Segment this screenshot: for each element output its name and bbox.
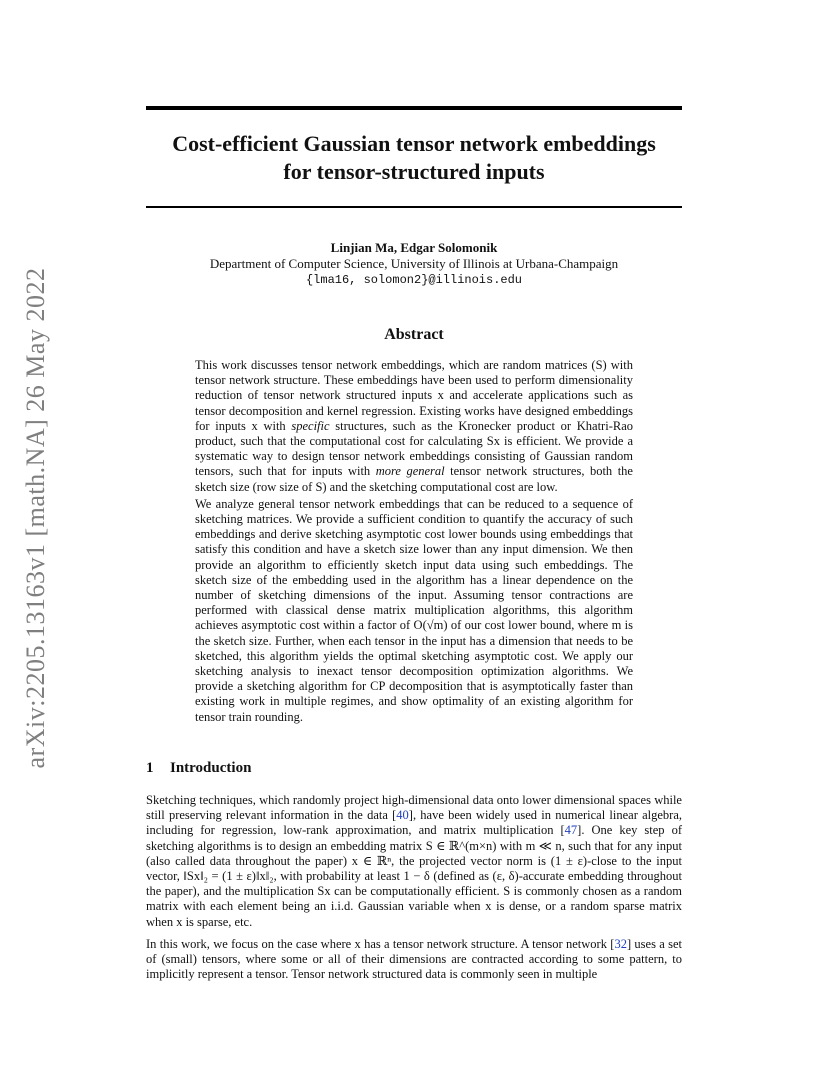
abstract-heading: Abstract (384, 326, 444, 343)
author-names: Linjian Ma, Edgar Solomonik (330, 240, 498, 255)
abstract-paragraph-2: We analyze general tensor network embeddings that can be reduced to a sequence of sketching matrices. We provide a sufficient condition to quantify the accuracy of such embeddings and derive sketching asymptotic cost lower bounds using embeddings that satisfy this condition and have a sketch size lower than any input dimension. We then provide an algorithm to efficiently sketch input data using such embeddings. The sketch size of the embedding used in the algorithm has a linear dependence on the number of sketching dimensions of the input. Assuming tensor contractions are performed with classical dense matrix multiplication algorithms, this algorithm achieves asymptotic cost within a factor of O(√m) of our cost lower bound, where m is the sketch size. Further, when each tensor in the input has a dimension that needs to be sketched, this algorithm yields the optimal sketching asymptotic cost. We apply our sketching analysis to inexact tensor decomposition optimization algorithms. We provide a sketching algorithm for CP decomposition that is asymptotically faster than existing work in multiple regimes, and show optimality of an existing algorithm for tensor train rounding. (195, 496, 633, 724)
paper-title (146, 130, 682, 186)
title-bottom-rule (146, 206, 682, 208)
citation-link[interactable]: 47 (564, 823, 578, 838)
arxiv-identifier: arXiv:2205.13163v1 [math.NA] 26 May 2022 (21, 267, 50, 769)
intro-paragraph-2: In this work, we focus on the case where x has a tensor network structure. A tensor network [32] uses a set of (small) tensors, where some or all of their dimensions are contracted according to some pattern, to implicitly represent a tensor. Tensor network structured data is commonly seen in multiple (146, 936, 683, 982)
introduction-body (146, 793, 682, 989)
section-title: Introduction (170, 760, 252, 776)
abstract-body (195, 358, 633, 727)
author-affiliation: Department of Computer Science, University of Illinois at Urbana-Champaign (209, 256, 619, 271)
intro-paragraph-1: Sketching techniques, which randomly project high-dimensional data onto lower dimensional spaces while still preserving relevant information in the data [40], have been widely used in numerical linear algebra, including for regression, low-rank approximation, and matrix multiplication [47]. One key step of sketching algorithms is to design an embedding matrix S ∈ ℝ^(m×n) with m ≪ n, such that for any input (also called data throughout the paper) x ∈ ℝⁿ, the projected vector norm is (1 ± ε)-close to the input vector, ‖Sx‖₂ = (1 ± ε)‖x‖₂, with probability at least 1 − δ (defined as (ε, δ)-accurate embedding throughout the paper), and the multiplication Sx can be computationally efficient. S is commonly chosen as a random matrix with each element being an i.i.d. Gaussian variable when x is dense, or a random sparse matrix when x is sparse, etc. (146, 793, 682, 929)
author-block (146, 240, 682, 288)
title-line-1: Cost-efficient Gaussian tensor network embeddings (172, 131, 656, 156)
citation-link[interactable]: 40 (396, 808, 409, 823)
author-email[interactable]: {lma16, solomon2}@illinois.edu (305, 273, 523, 287)
section-heading-introduction (146, 760, 251, 777)
abstract-paragraph-1: This work discusses tensor network embeddings, which are random matrices (S) with tensor network structure. These embeddings have been used to perform dimensionality reduction of tensor network structured inputs x and accelerate applications such as tensor decomposition and kernel regression. Existing works have designed embeddings for inputs x with specific structures, such as the Kronecker product or Khatri-Rao product, such that the computational cost for calculating Sx is efficient. We provide a systematic way to design tensor network embeddings consisting of Gaussian random tensors, such that for inputs with more general tensor network structures, both the sketch size (row size of S) and the sketching computational cost are low. (195, 358, 633, 494)
title-top-rule (146, 106, 682, 110)
title-line-2: for tensor-structured inputs (283, 159, 545, 184)
section-number: 1 (146, 760, 154, 776)
citation-link[interactable]: 32 (614, 936, 627, 951)
